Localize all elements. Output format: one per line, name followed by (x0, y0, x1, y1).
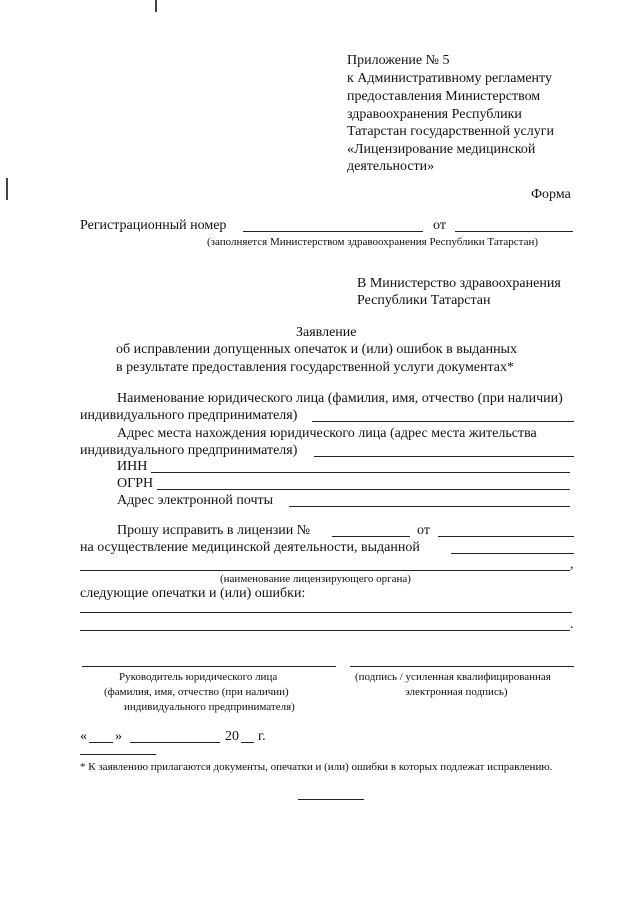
date-open-quote: « (80, 729, 87, 744)
document-title: Заявление (296, 325, 357, 340)
document-subtitle-line: об исправлении допущенных опечаток и (или) ошибок в выданных (116, 342, 517, 357)
date-year-suffix: г. (258, 729, 266, 744)
errors-label: следующие опечатки и (или) ошибки: (80, 586, 306, 601)
address-field[interactable] (314, 456, 574, 457)
signature-right-caption: электронная подпись) (405, 686, 508, 698)
appendix-line: Татарстан государственной услуги (347, 124, 554, 139)
registration-note: (заполняется Министерством здравоохранения Республики Татарстан) (207, 236, 539, 248)
licensing-authority-field[interactable] (80, 570, 570, 571)
date-year-field[interactable] (241, 742, 254, 743)
request-from-label: от (417, 523, 430, 538)
date-year-prefix: 20 (225, 729, 239, 744)
issued-by-field[interactable] (451, 553, 574, 554)
inn-label: ИНН (117, 459, 148, 474)
registration-date-field[interactable] (455, 231, 573, 232)
licensing-authority-note: (наименование лицензирующего органа) (220, 573, 411, 585)
appendix-line: «Лицензирование медицинской (347, 142, 536, 157)
addressee-line: Республики Татарстан (357, 293, 491, 308)
end-separator (298, 799, 364, 800)
date-close-quote: » (115, 729, 122, 744)
address-label-line2: индивидуального предпринимателя) (80, 443, 298, 458)
form-label: Форма (531, 187, 571, 202)
appendix-line: деятельности» (347, 159, 435, 174)
email-label: Адрес электронной почты (117, 493, 274, 508)
appendix-line: здравоохранения Республики (347, 107, 522, 122)
email-field[interactable] (289, 506, 570, 507)
signature-field[interactable] (350, 666, 574, 667)
licensing-authority-comma: , (570, 557, 574, 572)
signature-left-caption: индивидуального предпринимателя) (124, 701, 295, 713)
registration-from-label: от (433, 218, 446, 233)
errors-field-line[interactable] (80, 630, 570, 631)
signature-name-field[interactable] (82, 666, 336, 667)
ogrn-field[interactable] (157, 489, 570, 490)
license-number-field[interactable] (332, 536, 410, 537)
inn-field[interactable] (151, 472, 570, 473)
name-label-line1: Наименование юридического лица (фамилия, имя, отчество (при наличии) (117, 391, 563, 406)
addressee-line: В Министерство здравоохранения (357, 276, 561, 291)
errors-field-line[interactable] (80, 612, 572, 613)
ogrn-label: ОГРН (117, 476, 154, 491)
signature-left-caption: Руководитель юридического лица (119, 671, 278, 683)
request-label: Прошу исправить в лицензии № (117, 523, 311, 538)
name-label-line2: индивидуального предпринимателя) (80, 408, 298, 423)
name-field[interactable] (312, 421, 574, 422)
scan-mark-left (6, 178, 8, 200)
appendix-line: предоставления Министерством (347, 89, 541, 104)
appendix-line: Приложение № 5 (347, 53, 450, 68)
footnote-separator (80, 754, 156, 755)
footnote-text: * К заявлению прилагаются документы, опечатки и (или) ошибки в которых подлежат исправлению. (80, 761, 553, 773)
license-date-field[interactable] (438, 536, 574, 537)
registration-number-field[interactable] (243, 231, 423, 232)
document-subtitle-line: в результате предоставления государственной услуги документах* (116, 360, 515, 375)
registration-label: Регистрационный номер (80, 218, 227, 233)
appendix-line: к Административному регламенту (347, 71, 552, 86)
signature-left-caption: (фамилия, имя, отчество (при наличии) (104, 686, 289, 698)
errors-period: . (570, 617, 574, 632)
address-label-line1: Адрес места нахождения юридического лица (адрес места жительства (117, 426, 537, 441)
date-month-field[interactable] (130, 742, 220, 743)
signature-right-caption: (подпись / усиленная квалифицированная (355, 671, 551, 683)
scan-mark-top (155, 0, 157, 12)
issued-by-label: на осуществление медицинской деятельности, выданной (80, 540, 420, 555)
date-day-field[interactable] (89, 742, 113, 743)
